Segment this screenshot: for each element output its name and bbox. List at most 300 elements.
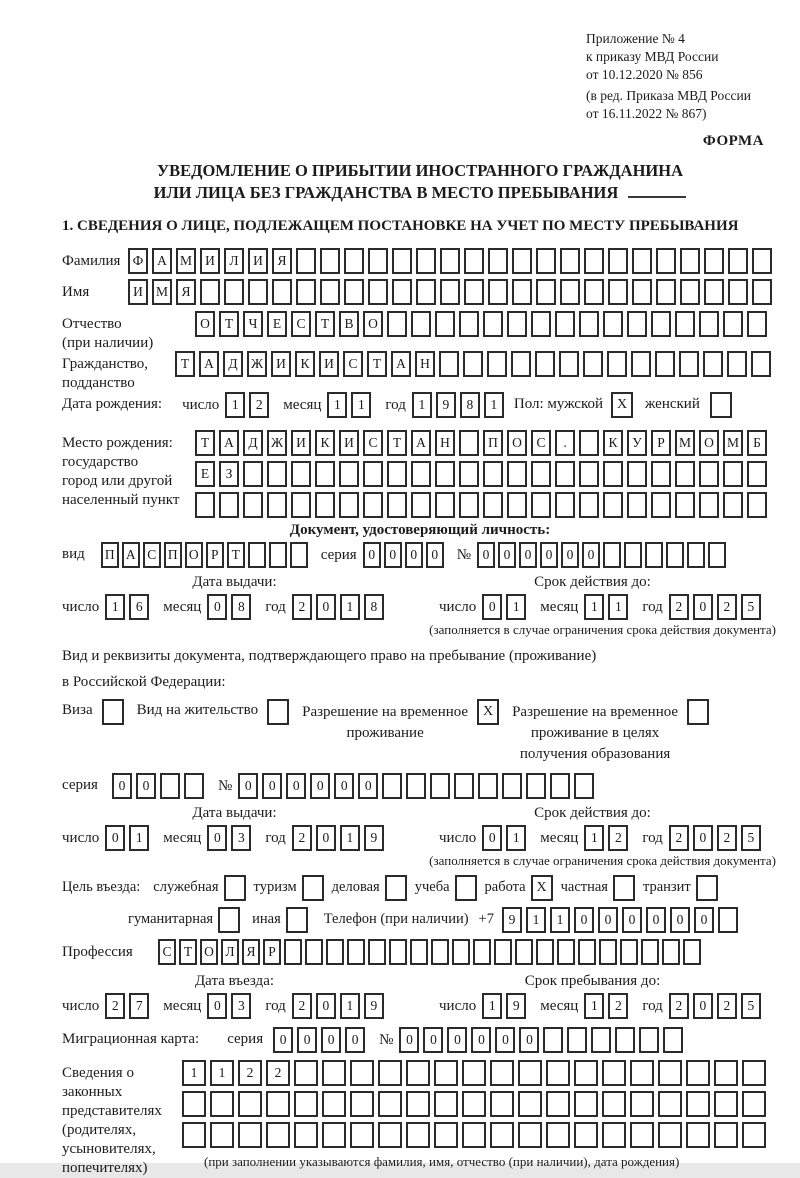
char-cell[interactable]: 0	[670, 907, 690, 933]
char-cell[interactable]	[699, 461, 719, 487]
char-cell[interactable]	[574, 1060, 598, 1086]
char-cell[interactable]	[389, 939, 407, 965]
male-checkbox[interactable]: X	[611, 392, 633, 418]
char-cell[interactable]	[452, 939, 470, 965]
char-cell[interactable]	[392, 279, 412, 305]
char-cell[interactable]	[602, 1060, 626, 1086]
char-cell[interactable]: У	[627, 430, 647, 456]
char-cell[interactable]	[607, 351, 627, 377]
char-cell[interactable]	[322, 1060, 346, 1086]
char-cell[interactable]	[406, 1122, 430, 1148]
char-cell[interactable]: 0	[207, 594, 227, 620]
char-cell[interactable]: Ч	[243, 311, 263, 337]
char-cell[interactable]	[248, 279, 268, 305]
char-cell[interactable]: И	[128, 279, 148, 305]
char-cell[interactable]: И	[339, 430, 359, 456]
char-cell[interactable]	[320, 248, 340, 274]
char-cell[interactable]: 0	[399, 1027, 419, 1053]
char-cell[interactable]	[435, 492, 455, 518]
char-cell[interactable]	[536, 248, 556, 274]
char-cell[interactable]	[294, 1091, 318, 1117]
char-cell[interactable]: 0	[316, 993, 336, 1019]
char-cell[interactable]: 5	[741, 825, 761, 851]
char-cell[interactable]	[536, 279, 556, 305]
char-cell[interactable]: Я	[242, 939, 260, 965]
char-cell[interactable]: М	[176, 248, 196, 274]
char-cell[interactable]: 2	[608, 993, 628, 1019]
char-cell[interactable]	[683, 939, 701, 965]
char-cell[interactable]: Я	[176, 279, 196, 305]
char-cell[interactable]	[518, 1060, 542, 1086]
char-cell[interactable]	[579, 311, 599, 337]
char-cell[interactable]: 1	[340, 993, 360, 1019]
char-cell[interactable]	[296, 279, 316, 305]
char-cell[interactable]	[459, 430, 479, 456]
char-cell[interactable]	[578, 939, 596, 965]
char-cell[interactable]	[675, 492, 695, 518]
char-cell[interactable]	[431, 939, 449, 965]
char-cell[interactable]: Н	[415, 351, 435, 377]
char-cell[interactable]: Р	[263, 939, 281, 965]
char-cell[interactable]	[378, 1122, 402, 1148]
char-cell[interactable]	[305, 939, 323, 965]
char-cell[interactable]	[378, 1060, 402, 1086]
char-cell[interactable]	[406, 773, 426, 799]
char-cell[interactable]	[350, 1091, 374, 1117]
char-cell[interactable]: Л	[221, 939, 239, 965]
char-cell[interactable]: 0	[646, 907, 666, 933]
char-cell[interactable]: 0	[482, 825, 502, 851]
char-cell[interactable]	[574, 1122, 598, 1148]
purpose-transit-checkbox[interactable]	[696, 875, 718, 901]
char-cell[interactable]: 0	[693, 594, 713, 620]
char-cell[interactable]: С	[158, 939, 176, 965]
char-cell[interactable]	[704, 279, 724, 305]
char-cell[interactable]	[459, 311, 479, 337]
char-cell[interactable]: 1	[506, 825, 526, 851]
char-cell[interactable]	[483, 461, 503, 487]
char-cell[interactable]: С	[343, 351, 363, 377]
char-cell[interactable]: Т	[387, 430, 407, 456]
char-cell[interactable]: 1	[550, 907, 570, 933]
char-cell[interactable]	[416, 279, 436, 305]
char-cell[interactable]	[410, 939, 428, 965]
char-cell[interactable]: 0	[519, 542, 537, 568]
char-cell[interactable]	[462, 1122, 486, 1148]
char-cell[interactable]: 2	[717, 594, 737, 620]
char-cell[interactable]	[546, 1091, 570, 1117]
char-cell[interactable]	[531, 461, 551, 487]
char-cell[interactable]: Т	[227, 542, 245, 568]
char-cell[interactable]: 9	[502, 907, 522, 933]
char-cell[interactable]: 9	[364, 825, 384, 851]
char-cell[interactable]: Т	[175, 351, 195, 377]
char-cell[interactable]: 1	[584, 825, 604, 851]
purpose-study-checkbox[interactable]	[455, 875, 477, 901]
char-cell[interactable]	[434, 1060, 458, 1086]
char-cell[interactable]	[267, 492, 287, 518]
char-cell[interactable]	[266, 1091, 290, 1117]
char-cell[interactable]	[488, 248, 508, 274]
char-cell[interactable]	[487, 351, 507, 377]
char-cell[interactable]	[591, 1027, 611, 1053]
char-cell[interactable]	[631, 351, 651, 377]
char-cell[interactable]: К	[295, 351, 315, 377]
char-cell[interactable]	[742, 1091, 766, 1117]
char-cell[interactable]	[608, 279, 628, 305]
char-cell[interactable]	[411, 461, 431, 487]
char-cell[interactable]	[686, 1091, 710, 1117]
char-cell[interactable]	[627, 461, 647, 487]
char-cell[interactable]: С	[143, 542, 161, 568]
char-cell[interactable]: А	[199, 351, 219, 377]
char-cell[interactable]: М	[152, 279, 172, 305]
char-cell[interactable]: 6	[129, 594, 149, 620]
char-cell[interactable]	[347, 939, 365, 965]
char-cell[interactable]	[243, 461, 263, 487]
char-cell[interactable]	[752, 248, 772, 274]
char-cell[interactable]	[434, 1122, 458, 1148]
char-cell[interactable]	[284, 939, 302, 965]
char-cell[interactable]	[627, 311, 647, 337]
char-cell[interactable]	[473, 939, 491, 965]
char-cell[interactable]	[663, 1027, 683, 1053]
char-cell[interactable]	[291, 461, 311, 487]
char-cell[interactable]: Д	[223, 351, 243, 377]
char-cell[interactable]	[723, 461, 743, 487]
char-cell[interactable]: 0	[423, 1027, 443, 1053]
char-cell[interactable]	[368, 939, 386, 965]
char-cell[interactable]: 1	[340, 594, 360, 620]
char-cell[interactable]	[512, 248, 532, 274]
char-cell[interactable]	[507, 492, 527, 518]
char-cell[interactable]: 0	[693, 993, 713, 1019]
char-cell[interactable]	[632, 248, 652, 274]
char-cell[interactable]	[483, 492, 503, 518]
char-cell[interactable]	[624, 542, 642, 568]
char-cell[interactable]: 0	[693, 825, 713, 851]
char-cell[interactable]: 7	[129, 993, 149, 1019]
char-cell[interactable]: 0	[622, 907, 642, 933]
char-cell[interactable]	[714, 1122, 738, 1148]
char-cell[interactable]: И	[291, 430, 311, 456]
char-cell[interactable]	[434, 1091, 458, 1117]
char-cell[interactable]: Т	[195, 430, 215, 456]
char-cell[interactable]: А	[219, 430, 239, 456]
char-cell[interactable]: 0	[384, 542, 402, 568]
char-cell[interactable]: 2	[249, 392, 269, 418]
char-cell[interactable]	[454, 773, 474, 799]
char-cell[interactable]	[210, 1122, 234, 1148]
char-cell[interactable]	[675, 461, 695, 487]
char-cell[interactable]: 0	[447, 1027, 467, 1053]
char-cell[interactable]: С	[291, 311, 311, 337]
char-cell[interactable]	[320, 279, 340, 305]
char-cell[interactable]	[518, 1122, 542, 1148]
char-cell[interactable]	[675, 311, 695, 337]
char-cell[interactable]: 1	[210, 1060, 234, 1086]
char-cell[interactable]	[550, 773, 570, 799]
char-cell[interactable]	[387, 492, 407, 518]
char-cell[interactable]: 0	[273, 1027, 293, 1053]
char-cell[interactable]: 1	[412, 392, 432, 418]
char-cell[interactable]	[708, 542, 726, 568]
char-cell[interactable]: 9	[364, 993, 384, 1019]
char-cell[interactable]: Я	[272, 248, 292, 274]
char-cell[interactable]	[658, 1060, 682, 1086]
char-cell[interactable]	[392, 248, 412, 274]
purpose-tourism-checkbox[interactable]	[302, 875, 324, 901]
char-cell[interactable]	[224, 279, 244, 305]
char-cell[interactable]	[599, 939, 617, 965]
char-cell[interactable]	[645, 542, 663, 568]
char-cell[interactable]: А	[411, 430, 431, 456]
char-cell[interactable]	[742, 1122, 766, 1148]
visa-checkbox[interactable]	[102, 699, 124, 725]
char-cell[interactable]	[704, 248, 724, 274]
char-cell[interactable]	[714, 1091, 738, 1117]
char-cell[interactable]	[344, 248, 364, 274]
char-cell[interactable]	[507, 461, 527, 487]
char-cell[interactable]	[536, 939, 554, 965]
char-cell[interactable]: 0	[519, 1027, 539, 1053]
char-cell[interactable]	[267, 461, 287, 487]
char-cell[interactable]: 3	[231, 825, 251, 851]
char-cell[interactable]: 2	[266, 1060, 290, 1086]
char-cell[interactable]	[666, 542, 684, 568]
char-cell[interactable]	[531, 311, 551, 337]
char-cell[interactable]: 2	[105, 993, 125, 1019]
char-cell[interactable]	[507, 311, 527, 337]
char-cell[interactable]	[603, 311, 623, 337]
char-cell[interactable]	[680, 248, 700, 274]
char-cell[interactable]: 0	[316, 594, 336, 620]
residence-permit-checkbox[interactable]	[267, 699, 289, 725]
char-cell[interactable]: П	[483, 430, 503, 456]
char-cell[interactable]	[463, 351, 483, 377]
char-cell[interactable]: 2	[292, 993, 312, 1019]
char-cell[interactable]: 1	[608, 594, 628, 620]
char-cell[interactable]	[559, 351, 579, 377]
char-cell[interactable]	[535, 351, 555, 377]
char-cell[interactable]: 0	[471, 1027, 491, 1053]
char-cell[interactable]: 1	[340, 825, 360, 851]
char-cell[interactable]: 2	[717, 825, 737, 851]
char-cell[interactable]	[378, 1091, 402, 1117]
char-cell[interactable]: А	[391, 351, 411, 377]
temp-residence-checkbox[interactable]: X	[477, 699, 499, 725]
char-cell[interactable]	[511, 351, 531, 377]
char-cell[interactable]: О	[185, 542, 203, 568]
char-cell[interactable]: Б	[747, 430, 767, 456]
char-cell[interactable]: 0	[482, 594, 502, 620]
char-cell[interactable]: 1	[526, 907, 546, 933]
char-cell[interactable]: А	[152, 248, 172, 274]
char-cell[interactable]: О	[195, 311, 215, 337]
char-cell[interactable]: О	[363, 311, 383, 337]
char-cell[interactable]	[651, 461, 671, 487]
char-cell[interactable]	[368, 279, 388, 305]
char-cell[interactable]	[656, 248, 676, 274]
char-cell[interactable]	[243, 492, 263, 518]
char-cell[interactable]: 0	[112, 773, 132, 799]
char-cell[interactable]: 0	[262, 773, 282, 799]
char-cell[interactable]	[651, 311, 671, 337]
char-cell[interactable]: Ф	[128, 248, 148, 274]
char-cell[interactable]	[723, 492, 743, 518]
char-cell[interactable]	[294, 1122, 318, 1148]
char-cell[interactable]	[680, 279, 700, 305]
char-cell[interactable]	[344, 279, 364, 305]
char-cell[interactable]	[462, 1060, 486, 1086]
char-cell[interactable]	[464, 248, 484, 274]
char-cell[interactable]	[555, 311, 575, 337]
char-cell[interactable]	[752, 279, 772, 305]
char-cell[interactable]	[686, 1122, 710, 1148]
char-cell[interactable]: 0	[310, 773, 330, 799]
char-cell[interactable]	[200, 279, 220, 305]
char-cell[interactable]: 0	[238, 773, 258, 799]
char-cell[interactable]: З	[219, 461, 239, 487]
char-cell[interactable]: 8	[364, 594, 384, 620]
char-cell[interactable]	[742, 1060, 766, 1086]
char-cell[interactable]: Ж	[267, 430, 287, 456]
char-cell[interactable]: 2	[608, 825, 628, 851]
char-cell[interactable]: 2	[238, 1060, 262, 1086]
char-cell[interactable]	[546, 1122, 570, 1148]
char-cell[interactable]: 2	[669, 825, 689, 851]
char-cell[interactable]	[160, 773, 180, 799]
char-cell[interactable]	[406, 1091, 430, 1117]
char-cell[interactable]: 0	[297, 1027, 317, 1053]
char-cell[interactable]	[518, 1091, 542, 1117]
char-cell[interactable]: 0	[321, 1027, 341, 1053]
char-cell[interactable]: 1	[584, 594, 604, 620]
purpose-work-checkbox[interactable]: X	[531, 875, 553, 901]
char-cell[interactable]	[368, 248, 388, 274]
char-cell[interactable]	[723, 311, 743, 337]
char-cell[interactable]: И	[248, 248, 268, 274]
char-cell[interactable]: 2	[669, 594, 689, 620]
char-cell[interactable]: Т	[315, 311, 335, 337]
char-cell[interactable]	[584, 279, 604, 305]
char-cell[interactable]	[658, 1122, 682, 1148]
char-cell[interactable]	[686, 1060, 710, 1086]
char-cell[interactable]	[350, 1060, 374, 1086]
char-cell[interactable]	[435, 461, 455, 487]
char-cell[interactable]	[557, 939, 575, 965]
char-cell[interactable]	[630, 1091, 654, 1117]
char-cell[interactable]: 9	[436, 392, 456, 418]
char-cell[interactable]	[699, 492, 719, 518]
char-cell[interactable]	[567, 1027, 587, 1053]
purpose-humanitarian-checkbox[interactable]	[218, 907, 240, 933]
char-cell[interactable]	[339, 461, 359, 487]
char-cell[interactable]	[543, 1027, 563, 1053]
char-cell[interactable]	[490, 1122, 514, 1148]
char-cell[interactable]: 1	[129, 825, 149, 851]
char-cell[interactable]	[315, 492, 335, 518]
char-cell[interactable]: 0	[334, 773, 354, 799]
char-cell[interactable]	[555, 461, 575, 487]
purpose-other-checkbox[interactable]	[286, 907, 308, 933]
char-cell[interactable]	[182, 1122, 206, 1148]
char-cell[interactable]: М	[723, 430, 743, 456]
char-cell[interactable]: 0	[574, 907, 594, 933]
char-cell[interactable]	[182, 1091, 206, 1117]
char-cell[interactable]: 0	[426, 542, 444, 568]
char-cell[interactable]	[411, 311, 431, 337]
char-cell[interactable]: 1	[484, 392, 504, 418]
char-cell[interactable]	[219, 492, 239, 518]
char-cell[interactable]	[639, 1027, 659, 1053]
char-cell[interactable]: 0	[207, 993, 227, 1019]
char-cell[interactable]: О	[699, 430, 719, 456]
char-cell[interactable]: 0	[540, 542, 558, 568]
char-cell[interactable]	[459, 461, 479, 487]
char-cell[interactable]	[296, 248, 316, 274]
char-cell[interactable]	[747, 461, 767, 487]
char-cell[interactable]	[315, 461, 335, 487]
char-cell[interactable]	[322, 1122, 346, 1148]
char-cell[interactable]	[238, 1122, 262, 1148]
char-cell[interactable]	[272, 279, 292, 305]
char-cell[interactable]	[641, 939, 659, 965]
char-cell[interactable]: Л	[224, 248, 244, 274]
char-cell[interactable]	[603, 542, 621, 568]
char-cell[interactable]	[440, 248, 460, 274]
char-cell[interactable]: Ж	[247, 351, 267, 377]
char-cell[interactable]	[747, 311, 767, 337]
char-cell[interactable]: .	[555, 430, 575, 456]
char-cell[interactable]: Р	[206, 542, 224, 568]
char-cell[interactable]	[727, 351, 747, 377]
char-cell[interactable]: 1	[584, 993, 604, 1019]
char-cell[interactable]	[490, 1060, 514, 1086]
char-cell[interactable]: 5	[741, 594, 761, 620]
char-cell[interactable]	[627, 492, 647, 518]
char-cell[interactable]: 0	[207, 825, 227, 851]
char-cell[interactable]: 0	[405, 542, 423, 568]
char-cell[interactable]: 0	[286, 773, 306, 799]
char-cell[interactable]: 0	[598, 907, 618, 933]
char-cell[interactable]	[526, 773, 546, 799]
char-cell[interactable]	[630, 1122, 654, 1148]
char-cell[interactable]	[195, 492, 215, 518]
char-cell[interactable]: 0	[694, 907, 714, 933]
char-cell[interactable]: П	[101, 542, 119, 568]
char-cell[interactable]: 9	[506, 993, 526, 1019]
char-cell[interactable]	[326, 939, 344, 965]
char-cell[interactable]	[238, 1091, 262, 1117]
char-cell[interactable]	[703, 351, 723, 377]
char-cell[interactable]: И	[271, 351, 291, 377]
char-cell[interactable]: М	[675, 430, 695, 456]
char-cell[interactable]: 1	[351, 392, 371, 418]
char-cell[interactable]	[632, 279, 652, 305]
char-cell[interactable]	[718, 907, 738, 933]
char-cell[interactable]: 0	[105, 825, 125, 851]
char-cell[interactable]	[483, 311, 503, 337]
char-cell[interactable]: 1	[482, 993, 502, 1019]
temp-residence-education-checkbox[interactable]	[687, 699, 709, 725]
char-cell[interactable]	[416, 248, 436, 274]
char-cell[interactable]	[560, 248, 580, 274]
char-cell[interactable]	[651, 492, 671, 518]
char-cell[interactable]: 1	[105, 594, 125, 620]
char-cell[interactable]: Е	[267, 311, 287, 337]
char-cell[interactable]: С	[531, 430, 551, 456]
